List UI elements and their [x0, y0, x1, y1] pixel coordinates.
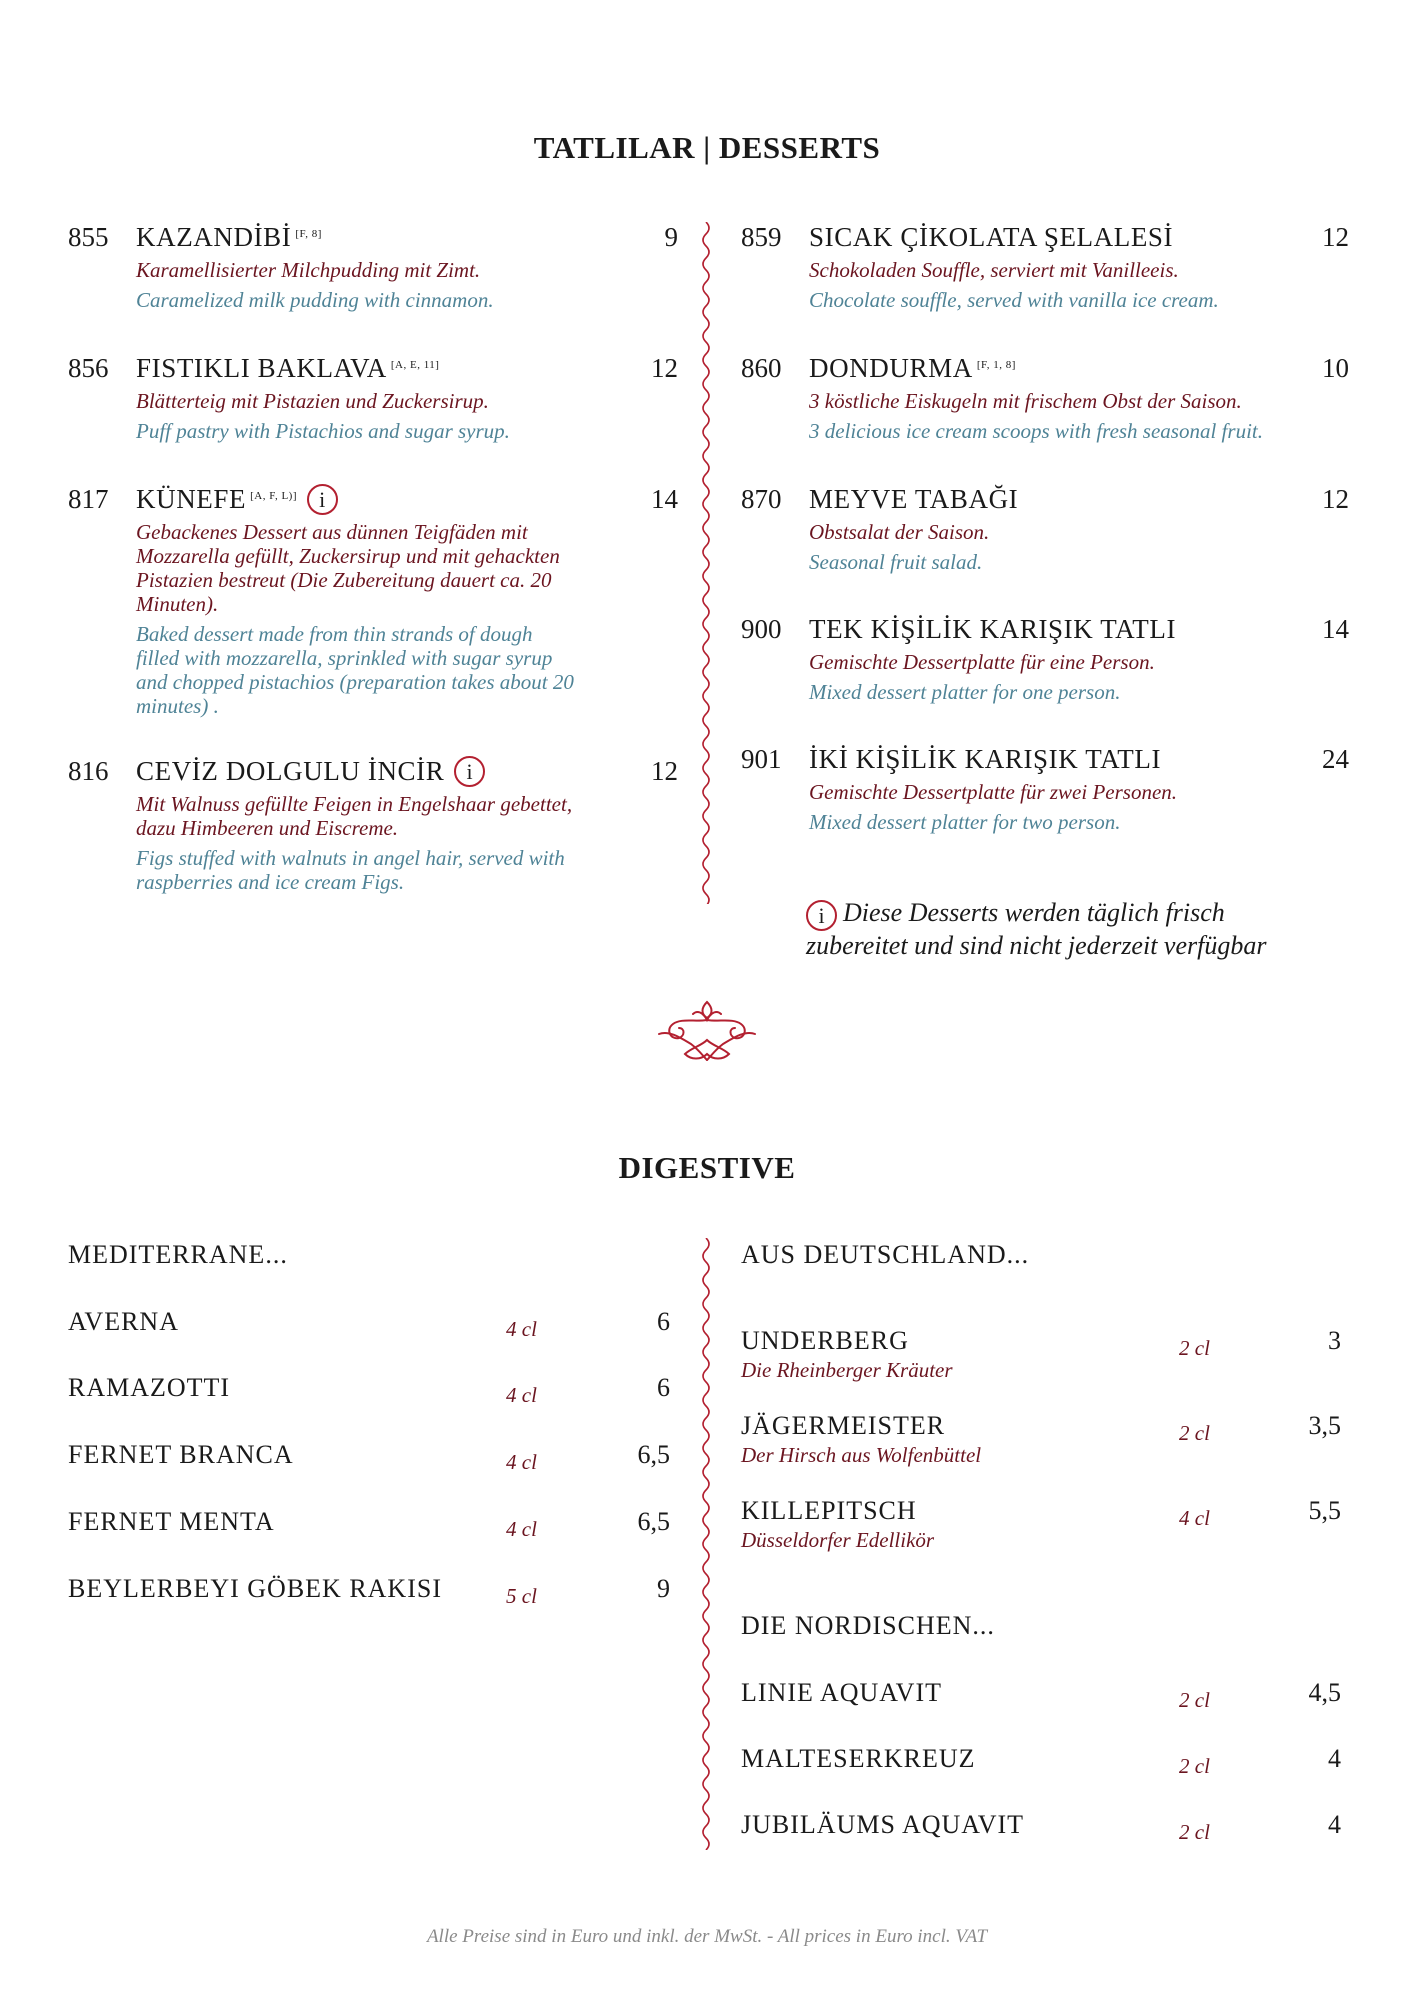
- drink-volume: 2 cl: [1179, 1421, 1210, 1445]
- drink-price: 3: [1328, 1326, 1341, 1355]
- drink-subtitle: Düsseldorfer Edellikör: [741, 1528, 935, 1552]
- drink-name: JÄGERMEISTER: [741, 1411, 946, 1440]
- drink-price: 6: [657, 1373, 670, 1402]
- price-footer: Alle Preise sind in Euro und inkl. der MwSt. - All prices in Euro incl. VAT: [426, 1926, 988, 1947]
- english-description: Caramelized milk pudding with cinnamon.: [136, 288, 494, 312]
- item-price: 10: [1322, 353, 1349, 383]
- english-description: Figs stuffed with walnuts in angel hair, served with raspberries and ice cream Figs.: [136, 846, 565, 894]
- item-number: 816: [68, 756, 109, 786]
- english-description: 3 delicious ice cream scoops with fresh seasonal fruit.: [809, 419, 1263, 443]
- dessert-item: [741, 484, 1349, 574]
- drink-price: 9: [657, 1574, 670, 1603]
- group-title-mediterrane: MEDITERRANE...: [68, 1240, 288, 1269]
- drink-subtitle: Der Hirsch aus Wolfenbüttel: [741, 1443, 982, 1467]
- drink-price: 6: [657, 1307, 670, 1336]
- german-description: Blätterteig mit Pistazien und Zuckersirup.: [136, 389, 489, 413]
- item-price: 12: [1322, 222, 1349, 252]
- item-number: 817: [68, 484, 109, 514]
- drink-price: 6,5: [637, 1440, 670, 1469]
- item-number: 900: [741, 614, 782, 644]
- drink-name: MALTESERKREUZ: [741, 1744, 976, 1773]
- dessert-item: [741, 744, 1349, 834]
- drink-item: [741, 1810, 1341, 1850]
- drink-volume: 2 cl: [1179, 1754, 1210, 1778]
- german-description: Mit Walnuss gefüllte Feigen in Engelshaar gebettet, dazu Himbeeren und Eiscreme.: [136, 792, 573, 840]
- drink-item: [741, 1326, 1341, 1386]
- german-description: Obstsalat der Saison.: [809, 520, 990, 544]
- allergen-codes: [A, E, 11]: [390, 359, 440, 371]
- english-description: Puff pastry with Pistachios and sugar syrup.: [136, 419, 510, 443]
- item-name: CEVİZ DOLGULU İNCİR i: [136, 756, 485, 787]
- english-description: Baked dessert made from thin strands of dough filled with mozzarella, sprinkled with sugar syrup and chopped pistachios (preparation takes about 20 minutes) .: [136, 622, 574, 718]
- drink-price: 6,5: [637, 1507, 670, 1536]
- drink-price: 4: [1328, 1810, 1341, 1839]
- drink-item: [68, 1507, 670, 1547]
- drink-subtitle: Die Rheinberger Kräuter: [741, 1358, 953, 1382]
- german-description: Gemischte Dessertplatte für zwei Personen.: [809, 780, 1178, 804]
- drink-volume: 4 cl: [506, 1450, 537, 1474]
- dessert-item: [741, 353, 1349, 443]
- german-description: Karamellisierter Milchpudding mit Zimt.: [136, 258, 481, 282]
- drink-item: [68, 1307, 670, 1347]
- drink-price: 3,5: [1308, 1411, 1341, 1440]
- drink-name: JUBILÄUMS AQUAVIT: [741, 1810, 1025, 1839]
- flourish-ornament-icon: [655, 998, 759, 1068]
- drink-volume: 4 cl: [506, 1317, 537, 1341]
- group-title-deutschland: AUS DEUTSCHLAND...: [741, 1240, 1030, 1269]
- drink-name: RAMAZOTTI: [68, 1373, 231, 1402]
- dessert-item: [68, 353, 678, 443]
- german-description: 3 köstliche Eiskugeln mit frischem Obst der Saison.: [809, 389, 1242, 413]
- drink-name: FERNET BRANCA: [68, 1440, 294, 1469]
- drink-name: BEYLERBEYI GÖBEK RAKISI: [68, 1574, 442, 1603]
- digestive-title: DIGESTIVE: [618, 1150, 796, 1185]
- drink-volume: 5 cl: [506, 1584, 537, 1608]
- item-price: 12: [651, 353, 678, 383]
- dessert-item: [741, 614, 1349, 704]
- dessert-item: [68, 756, 678, 894]
- item-name: KÜNEFE [A, F, L)] i: [136, 484, 338, 515]
- info-icon: i: [307, 484, 338, 515]
- dessert-item: [68, 222, 678, 312]
- drink-item: [741, 1678, 1341, 1718]
- item-name: SICAK ÇİKOLATA ŞELALESİ: [809, 222, 1174, 252]
- german-description: Schokoladen Souffle, serviert mit Vanilleeis.: [809, 258, 1179, 282]
- drink-name: LINIE AQUAVIT: [741, 1678, 942, 1707]
- info-icon: i: [806, 900, 837, 931]
- dessert-item: [68, 484, 678, 718]
- item-number: 859: [741, 222, 782, 252]
- item-number: 860: [741, 353, 782, 383]
- drink-price: 5,5: [1308, 1496, 1341, 1525]
- item-price: 14: [1322, 614, 1349, 644]
- allergen-codes: [F, 1, 8]: [976, 359, 1016, 371]
- item-number: 855: [68, 222, 109, 252]
- drink-name: FERNET MENTA: [68, 1507, 275, 1536]
- item-name: FISTIKLI BAKLAVA [A, E, 11]: [136, 353, 440, 383]
- drink-volume: 4 cl: [1179, 1506, 1210, 1530]
- drink-item: [741, 1744, 1341, 1784]
- wavy-divider: [696, 1238, 716, 1850]
- availability-note: i Diese Desserts werden täglich frisch zubereitet und sind nicht jederzeit verfügbar: [806, 898, 1267, 960]
- drink-item: [68, 1373, 670, 1413]
- group-title-nordisch: DIE NORDISCHEN...: [741, 1611, 995, 1640]
- drink-volume: 4 cl: [506, 1383, 537, 1407]
- item-name: MEYVE TABAĞI: [809, 484, 1019, 514]
- drink-item: [741, 1411, 1341, 1471]
- item-number: 856: [68, 353, 109, 383]
- item-price: 12: [651, 756, 678, 786]
- wavy-divider: [696, 222, 716, 904]
- item-name: TEK KİŞİLİK KARIŞIK TATLI: [809, 614, 1177, 644]
- drink-name: AVERNA: [68, 1307, 179, 1336]
- drink-item: [741, 1496, 1341, 1556]
- drink-volume: 2 cl: [1179, 1336, 1210, 1360]
- item-price: 14: [651, 484, 678, 514]
- drink-volume: 2 cl: [1179, 1688, 1210, 1712]
- english-description: Chocolate souffle, served with vanilla ice cream.: [809, 288, 1219, 312]
- drink-item: [68, 1440, 670, 1480]
- drink-volume: 2 cl: [1179, 1820, 1210, 1844]
- item-name: DONDURMA [F, 1, 8]: [809, 353, 1016, 383]
- dessert-item: [741, 222, 1349, 312]
- item-number: 901: [741, 744, 782, 774]
- info-icon: i: [454, 756, 485, 787]
- drink-item: [68, 1574, 670, 1614]
- desserts-title: TATLILAR | DESSERTS: [533, 130, 881, 165]
- english-description: Mixed dessert platter for two person.: [809, 810, 1121, 834]
- drink-price: 4: [1328, 1744, 1341, 1773]
- item-number: 870: [741, 484, 782, 514]
- item-price: 24: [1322, 744, 1349, 774]
- german-description: Gemischte Dessertplatte für eine Person.: [809, 650, 1155, 674]
- german-description: Gebackenes Dessert aus dünnen Teigfäden mit Mozzarella gefüllt, Zuckersirup und mit gehackten Pistazien bestreut (Die Zubereitung dauert ca. 20 Minuten).: [136, 520, 560, 616]
- item-price: 12: [1322, 484, 1349, 514]
- item-name: İKİ KİŞİLİK KARIŞIK TATLI: [809, 744, 1162, 774]
- item-name: KAZANDİBİ [F, 8]: [136, 222, 322, 252]
- drink-volume: 4 cl: [506, 1517, 537, 1541]
- item-price: 9: [664, 222, 678, 252]
- english-description: Seasonal fruit salad.: [809, 550, 983, 574]
- drink-name: UNDERBERG: [741, 1326, 909, 1355]
- english-description: Mixed dessert platter for one person.: [809, 680, 1121, 704]
- drink-price: 4,5: [1308, 1678, 1341, 1707]
- allergen-codes: [A, F, L)]: [250, 490, 297, 502]
- allergen-codes: [F, 8]: [295, 228, 322, 240]
- drink-name: KILLEPITSCH: [741, 1496, 917, 1525]
